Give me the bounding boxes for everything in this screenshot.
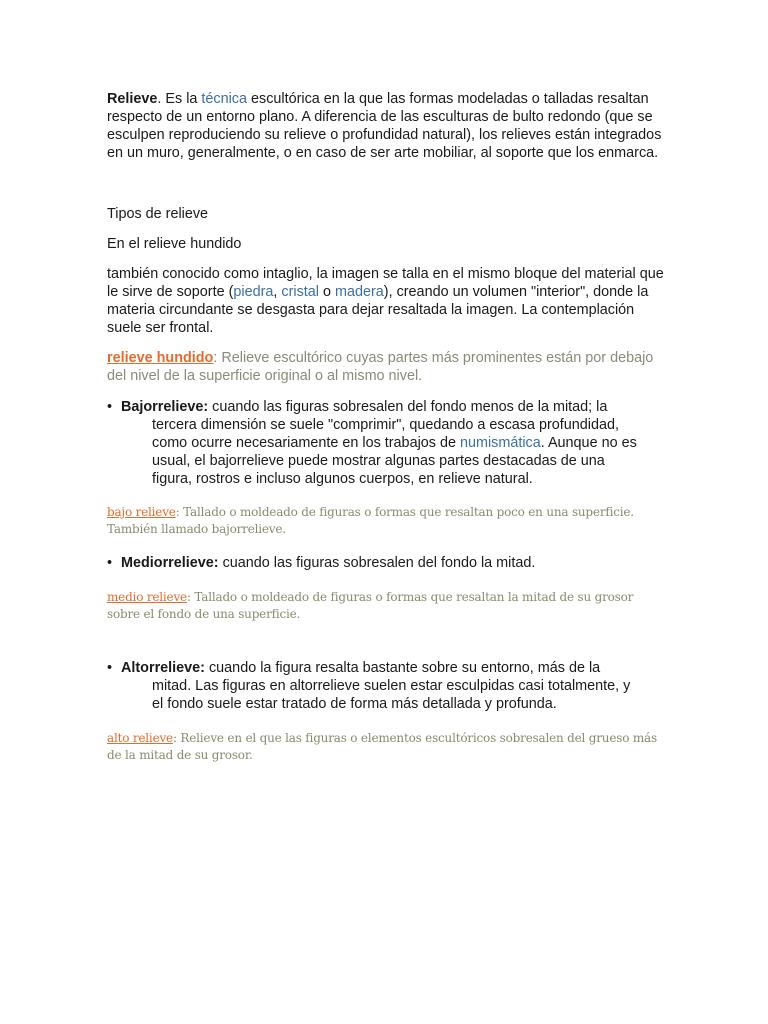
bullet-dot: • — [107, 660, 113, 676]
hundido-sep-1: , — [273, 284, 282, 300]
altorrelieve-term: Altorrelieve: — [121, 660, 205, 676]
definition-text-medio: : Tallado o moldeado de figuras o formas que resaltan la mitad de su grosor sobre el fondo de una superficie. — [107, 590, 634, 621]
bajorrelieve-line-2: tercera dimensión se suele "comprimir", quedando a escasa profundidad, — [152, 417, 619, 433]
bajorrelieve-line-3: como ocurre necesariamente en los trabajos de numismática. Aunque no es — [152, 435, 637, 451]
hundido-paragraph — [107, 265, 667, 337]
link-piedra[interactable]: piedra — [233, 284, 274, 300]
definition-text-bajo: : Tallado o moldeado de figuras o formas que resaltan poco en una superficie. También llamado bajorrelieve. — [107, 505, 634, 536]
link-numismatica[interactable]: numismática — [459, 435, 541, 451]
definition-text-alto: : Relieve en el que las figuras o elementos escultóricos sobresalen del grueso más de la mitad de su grosor. — [107, 731, 657, 762]
bajorrelieve-term: Bajorrelieve: — [121, 399, 209, 415]
bajorrelieve-line-5: figura, rostros e incluso algunos cuerpos, en relieve natural. — [152, 471, 533, 487]
hundido-heading: En el relieve hundido — [107, 236, 242, 252]
definition-term-bajo[interactable]: bajo relieve — [107, 505, 176, 519]
bullet-dot: • — [107, 399, 113, 415]
altorrelieve-line-3: el fondo suele estar tratado de forma más detallada y profunda. — [152, 696, 557, 712]
list-item-bajorrelieve — [107, 398, 667, 488]
definition-term-medio[interactable]: medio relieve — [107, 590, 187, 604]
definition-alto-relieve — [107, 730, 667, 764]
list-item-altorrelieve — [107, 659, 667, 713]
link-cristal[interactable]: cristal — [281, 284, 319, 300]
link-madera[interactable]: madera — [334, 284, 384, 300]
definition-term-hundido[interactable]: relieve hundido — [107, 350, 214, 366]
hundido-text-1: también conocido como intaglio, la imagen se talla en el mismo bloque del material que le sirve de soporte ( — [107, 266, 664, 300]
definition-medio-relieve — [107, 589, 667, 623]
bajorrelieve-line-1: Bajorrelieve: cuando las figuras sobresalen del fondo menos de la mitad; la — [121, 399, 608, 415]
link-tecnica[interactable]: técnica — [201, 91, 248, 107]
altorrelieve-line-1: Altorrelieve: cuando la figura resalta bastante sobre su entorno, más de la — [121, 660, 601, 676]
mediorrelieve-line-1: Mediorrelieve: cuando las figuras sobresalen del fondo la mitad. — [121, 555, 536, 571]
intro-paragraph — [107, 90, 667, 162]
mediorrelieve-term: Mediorrelieve: — [121, 555, 219, 571]
hundido-sep-2: o — [318, 284, 335, 300]
intro-text-2: escultórica en la que las formas modeladas o talladas resaltan respecto de un entorno plano. A diferencia de las esculturas de bulto redondo (que se esculpen reproduciendo su relieve o profundidad natural), los relieves están integrados en un muro, generalmente, o en caso de ser arte mobiliar, al soporte que los enmarca. — [107, 91, 662, 161]
definition-term-alto[interactable]: alto relieve — [107, 731, 173, 745]
bajorrelieve-line-4: usual, el bajorrelieve puede mostrar algunas partes destacadas de una — [152, 453, 605, 469]
definition-bajo-relieve — [107, 504, 667, 538]
definition-text-hundido: : Relieve escultórico cuyas partes más prominentes están por debajo del nivel de la superficie original o al mismo nivel. — [107, 350, 654, 384]
intro-text-1: . Es la — [157, 91, 202, 107]
intro-term: Relieve — [107, 91, 158, 107]
list-item-mediorrelieve — [107, 554, 667, 572]
document-page — [107, 90, 667, 764]
hundido-text-2: ), creando un volumen "interior", donde la materia circundante se desgasta para dejar resaltada la imagen. La contemplación suele ser frontal. — [107, 284, 649, 336]
bullet-dot: • — [107, 555, 113, 571]
definition-relieve-hundido — [107, 349, 667, 385]
tipos-heading: Tipos de relieve — [107, 206, 209, 222]
altorrelieve-line-2: mitad. Las figuras en altorrelieve suelen estar esculpidas casi totalmente, y — [152, 678, 631, 694]
